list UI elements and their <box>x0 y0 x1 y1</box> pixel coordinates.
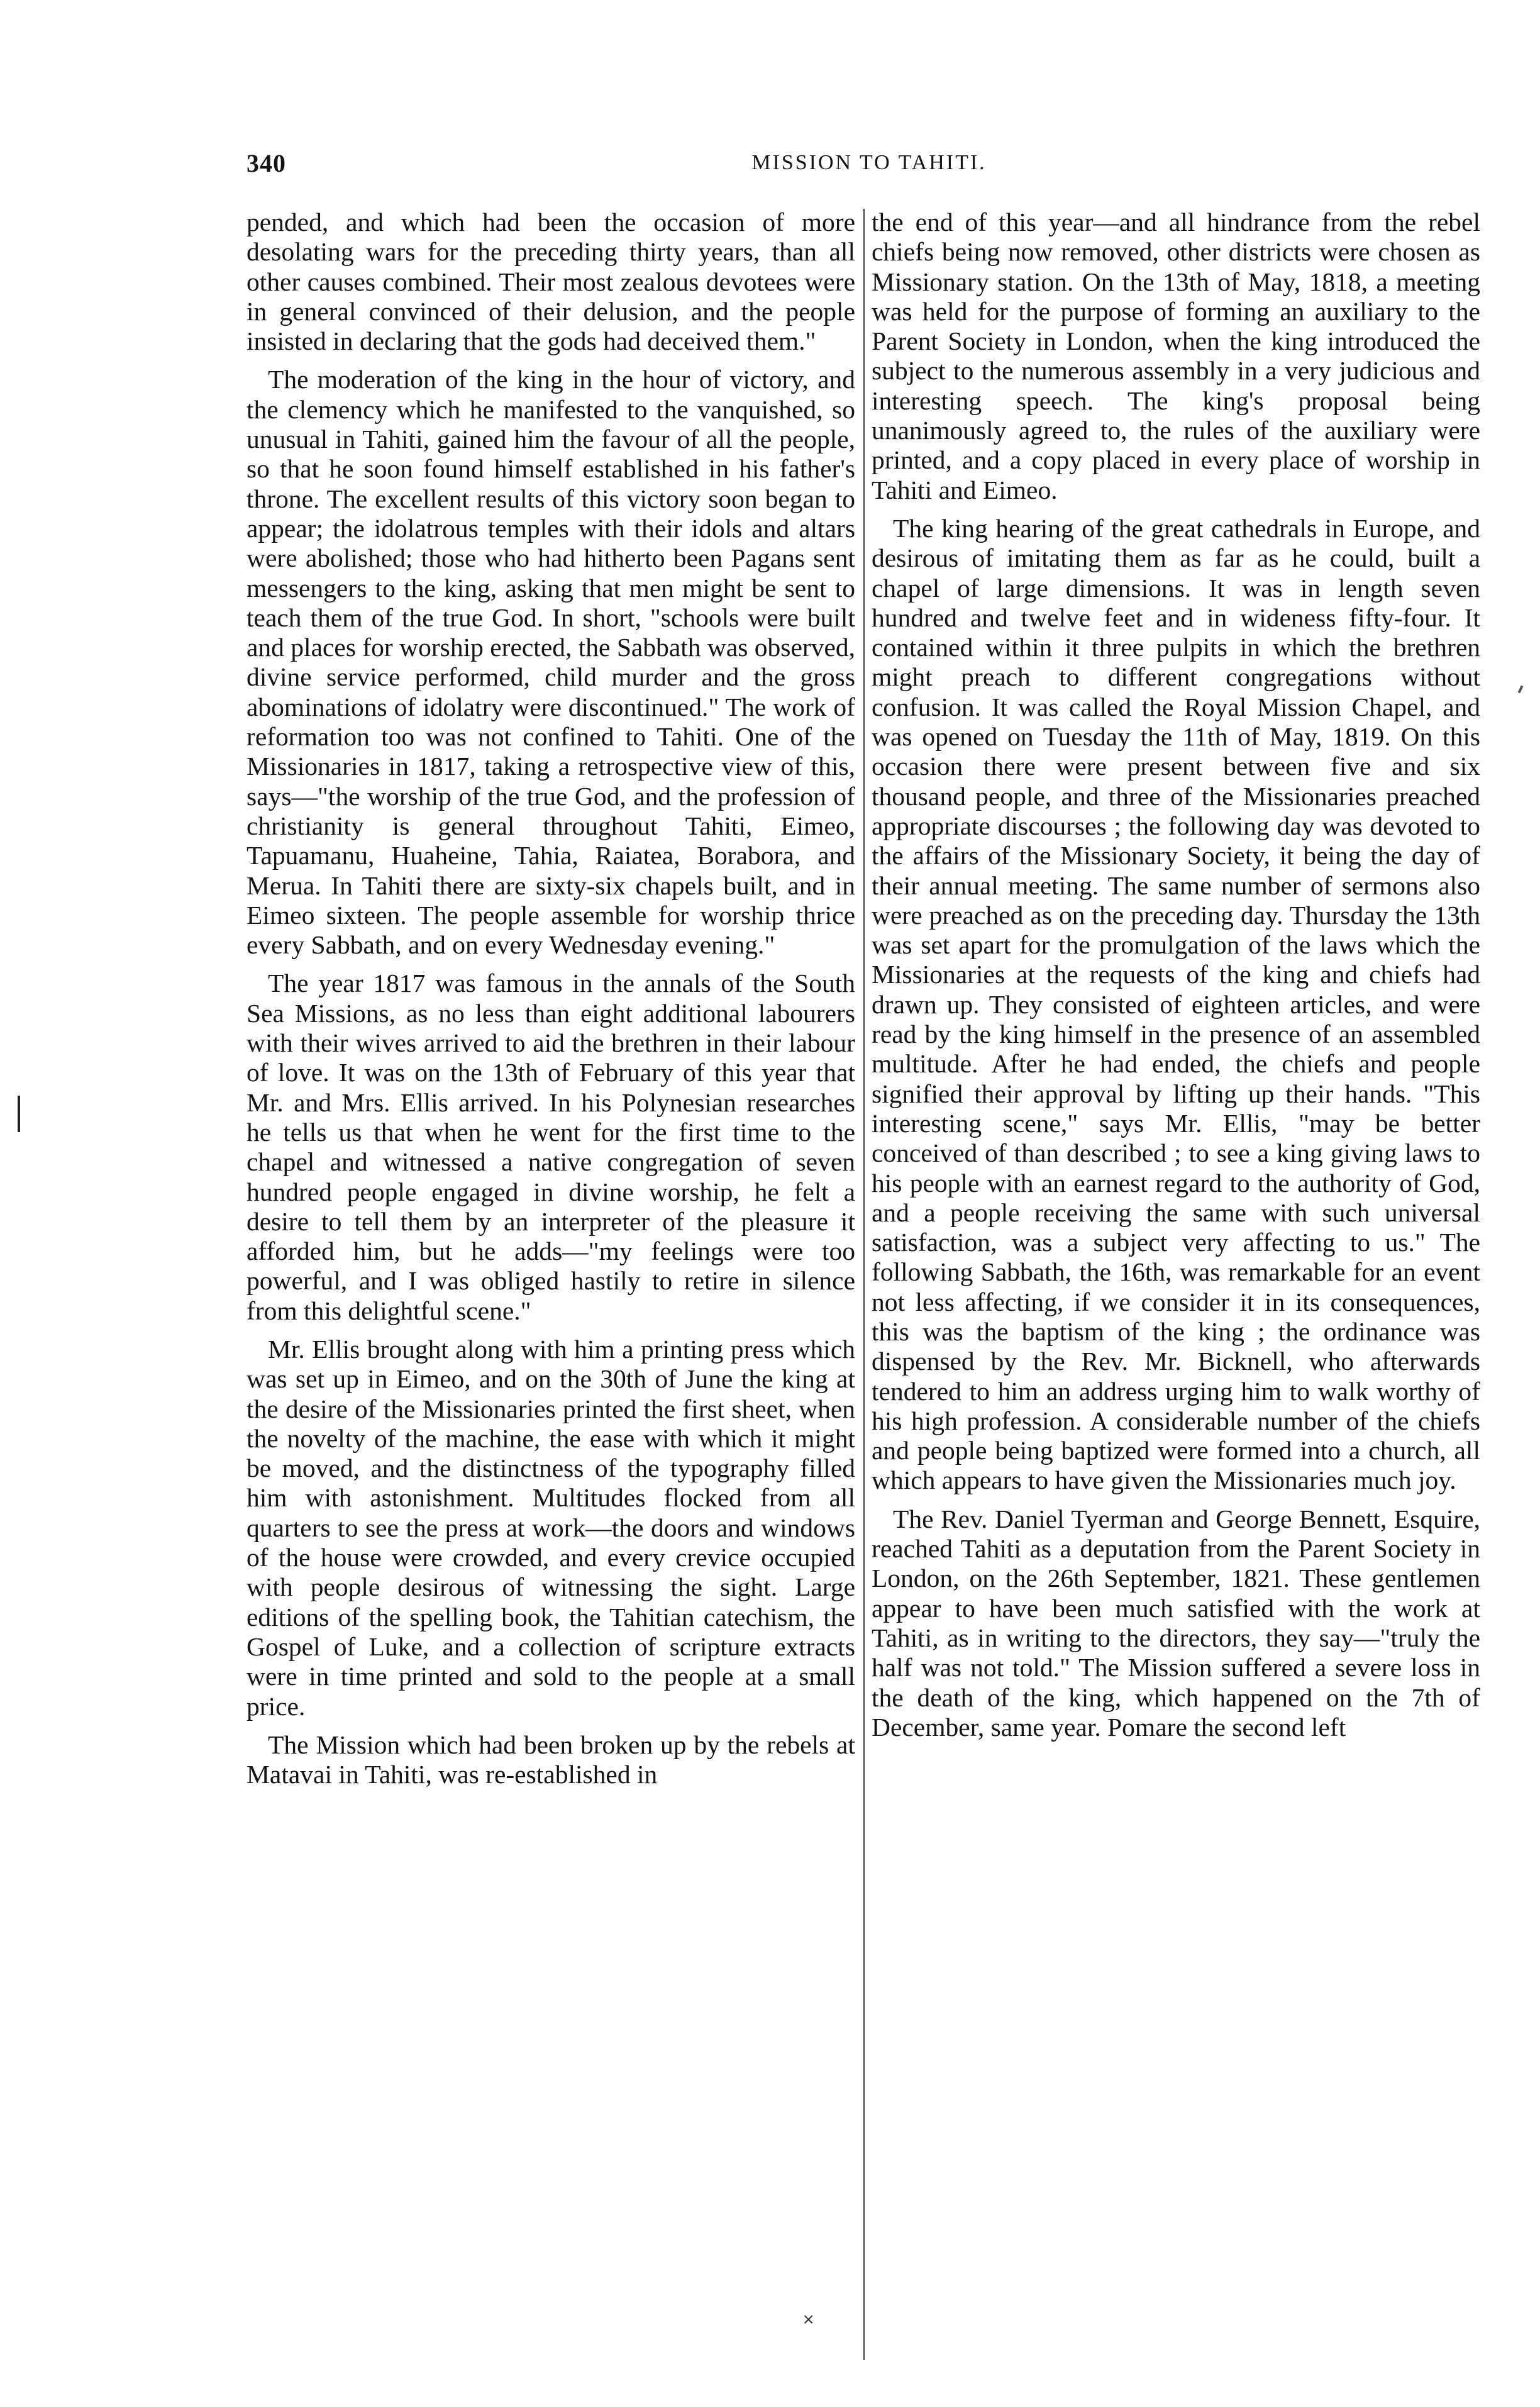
margin-mark <box>18 1096 20 1132</box>
margin-mark <box>1518 686 1524 694</box>
right-paragraph: The king hearing of the great cathedrals in Europe, and desirous of imitating them as far as he could, built a chapel of large dimensions. It was in length seven hundred and twelve feet and in wideness fifty-four. It contained within it three pulpits in which the brethren might preach to different congregations without confusion. It was called the Royal Mission Chapel, and was opened on Tuesday the 11th of May, 1819. On this occasion there were present between five and six thousand people, and three of the Missionaries preached appropriate discourses ; the following day was devoted to the affairs of the Missionary Society, it being the day of their annual meeting. The same number of sermons also were preached as on the preceding day. Thursday the 13th was set apart for the promulgation of the laws which the Missionaries at the requests of the king and chiefs had drawn up. They consisted of eighteen articles, and were read by the king himself in the presence of an assembled multitude. After he had ended, the chiefs and people signified their approval by lifting up their hands. "This interesting scene," says Mr. Ellis, "may be better conceived of than described ; to see a king giving laws to his people with an earnest regard to the authority of God, and a people receiving the same with such universal satisfaction, was a subject very affecting to us." The following Sabbath, the 16th, was remarkable for an event not less affecting, if we consider it in its consequences, this was the baptism of the king ; the ordinance was dispensed by the Rev. Mr. Bicknell, who afterwards tendered to him an address urging him to walk worthy of his high profession. A considerable number of the chiefs and people being baptized were formed into a church, all which appears to have given the Missionaries much joy. <box>872 513 1480 1495</box>
left-paragraph: Mr. Ellis brought along with him a printing press which was set up in Eimeo, and on the 30th of June the king at the desire of the Missionaries printed the first sheet, when the novelty of the machine, the ease with which it might be moved, and the distinctness of the typography filled him with astonishment. Multitudes flocked from all quarters to see the press at work—the doors and windows of the house were crowded, and every crevice occupied with people desirous of witnessing the sight. Large editions of the spelling book, the Tahitian catechism, the Gospel of Luke, and a collection of scripture extracts were in time printed and sold to the people at a small price. <box>247 1334 855 1721</box>
running-head <box>247 148 1485 186</box>
right-column <box>872 208 1480 1751</box>
right-paragraph: the end of this year—and all hindrance from the rebel chiefs being now removed, other districts were chosen as Missionary station. On the 13th of May, 1818, a meeting was held for the purpose of forming an auxiliary to the Parent Society in London, when the king introduced the subject to the numerous assembly in a very judicious and interesting speech. The king's proposal being unanimously agreed to, the rules of the auxiliary were printed, and a copy placed in every place of worship in Tahiti and Eimeo. <box>872 208 1480 504</box>
left-paragraph: The Mission which had been broken up by the rebels at Matavai in Tahiti, was re-established in <box>247 1730 855 1789</box>
left-paragraph: The year 1817 was famous in the annals of the South Sea Missions, as no less than eight additional labourers with their wives arrived to aid the brethren in their labour of love. It was on the 13th of February of this year that Mr. and Mrs. Ellis arrived. In his Polynesian researches he tells us that when he went for the first time to the chapel and witnessed a native congregation of seven hundred people engaged in divine worship, he felt a desire to tell them by an interpreter of the pleasure it afforded him, but he adds—"my feelings were too powerful, and I was obliged hastily to retire in silence from this delightful scene." <box>247 969 855 1325</box>
left-paragraph: pended, and which had been the occasion of more desolating wars for the preceding thirty years, than all other causes combined. Their most zealous devotees were in general convinced of their delusion, and the people insisted in declaring that the gods had deceived them." <box>247 208 855 356</box>
right-paragraph: The Rev. Daniel Tyerman and George Bennett, Esquire, reached Tahiti as a deputation from the Parent Society in London, on the 26th September, 1821. These gentlemen appear to have been much satisfied with the work at Tahiti, as in writing to the directors, they say—"truly the half was not told." The Mission suffered a severe loss in the death of the king, which happened on the 7th of December, same year. Pomare the second left <box>872 1504 1480 1742</box>
running-title: MISSION TO TAHITI. <box>751 151 987 174</box>
footer-mark: ˟ <box>804 2310 814 2338</box>
column-divider <box>863 209 865 2360</box>
left-column <box>247 208 855 1798</box>
page-number: 340 <box>247 149 286 177</box>
left-paragraph: The moderation of the king in the hour of victory, and the clemency which he manifested to the vanquished, so unusual in Tahiti, gained him the favour of all the people, so that he soon found himself established in his father's throne. The excellent results of this victory soon began to appear; the idolatrous temples with their idols and altars were abolished; those who had hitherto been Pagans sent messengers to the king, asking that men might be sent to teach them of the true God. In short, "schools were built and places for worship erected, the Sabbath was observed, divine service performed, child murder and the gross abominations of idolatry were discontinued." The work of reformation too was not confined to Tahiti. One of the Missionaries in 1817, taking a retrospective view of this, says—"the worship of the true God, and the profession of christianity is general throughout Tahiti, Eimeo, Tapuamanu, Huaheine, Tahia, Raiatea, Borabora, and Merua. In Tahiti there are sixty-six chapels built, and in Eimeo sixteen. The people assemble for worship thrice every Sabbath, and on every Wednesday evening." <box>247 365 855 960</box>
